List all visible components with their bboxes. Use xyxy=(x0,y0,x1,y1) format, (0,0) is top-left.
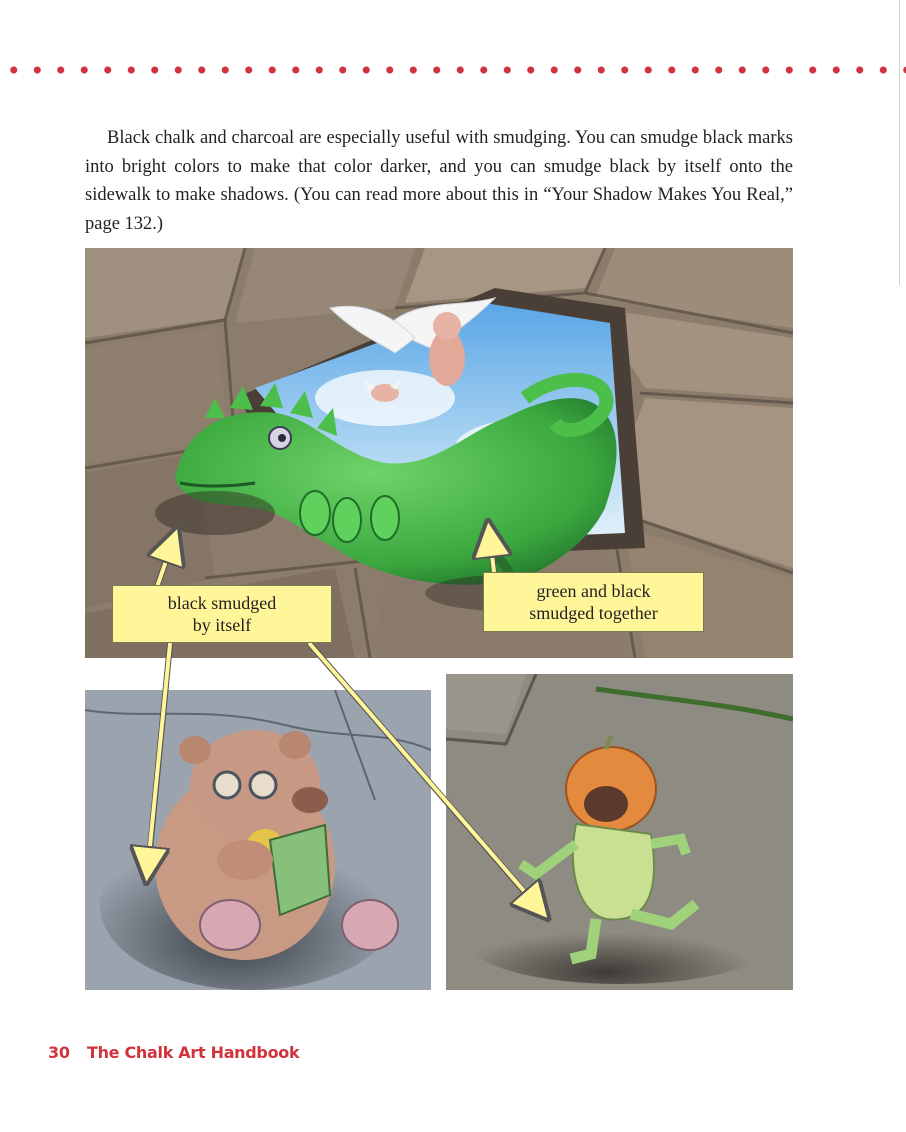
photo-bear-chalk-art xyxy=(85,690,431,990)
photo-pumpkin-kid-chalk-art xyxy=(446,674,793,990)
body-paragraph: Black chalk and charcoal are especially useful with smudging. You can smudge black marks into bright colors to make that color darker, and you can smudge black by itself onto the sidewalk to make shadows. (You can read more about this in “Your Shadow Makes You Real,” page 132.) xyxy=(85,128,793,234)
book-title: The Chalk Art Handbook xyxy=(86,1043,300,1062)
callout-black-smudged: black smudged by itself xyxy=(112,585,332,643)
page-number: 30 xyxy=(48,1043,70,1062)
decorative-dotted-rule xyxy=(0,64,906,76)
callout-green-black-smudged: green and black smudged together xyxy=(483,572,704,632)
page-footer xyxy=(48,1043,299,1062)
page-edge-line xyxy=(899,0,906,285)
